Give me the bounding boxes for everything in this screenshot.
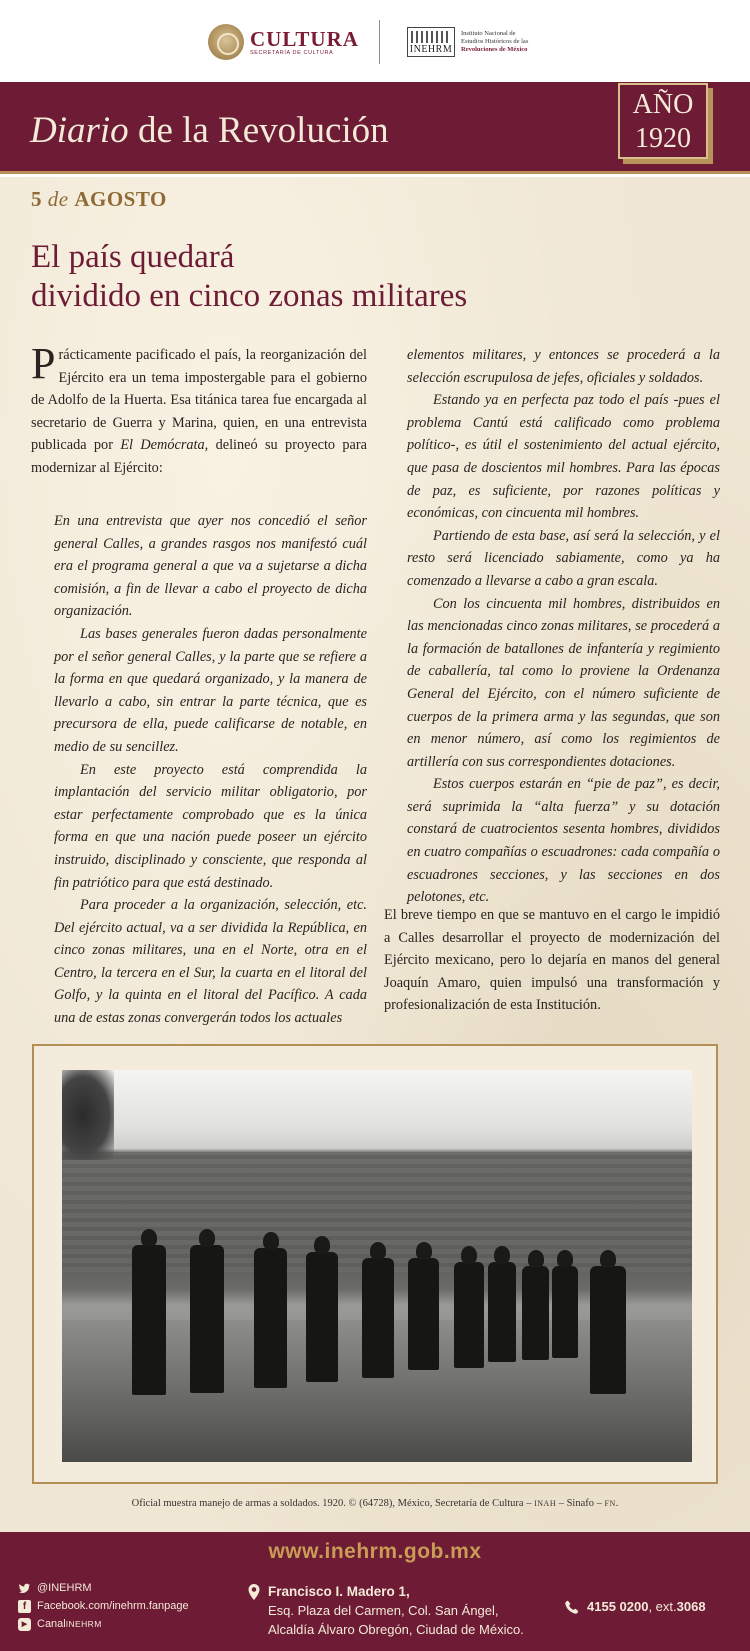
soldier-figure bbox=[552, 1266, 578, 1358]
address-line-3: Alcaldía Álvaro Obregón, Ciudad de México. bbox=[268, 1622, 524, 1637]
inehrm-line-1: Instituto Nacional de bbox=[461, 30, 516, 37]
youtube-icon: ▶ bbox=[18, 1618, 31, 1631]
twitter-handle: @INEHRM bbox=[37, 1582, 92, 1594]
quote-paragraph: En una entrevista que ayer nos concedió el señor general Calles, a grandes rasgos nos manifestó cuál era el programa general a que va a sujetarse a dicha comisión, a fin de llevar a cabo el proyecto de dicha organización. bbox=[54, 513, 367, 620]
article-headline bbox=[31, 238, 671, 316]
officer-figure bbox=[590, 1266, 626, 1394]
soldier-figure bbox=[362, 1258, 394, 1378]
year-badge bbox=[618, 83, 708, 159]
canal-label: Canal bbox=[37, 1618, 66, 1630]
logo-bar bbox=[0, 0, 750, 82]
soldier-figure bbox=[190, 1245, 224, 1393]
phone-ext-label: , ext. bbox=[648, 1599, 677, 1614]
banner-title-rest: de la Revolución bbox=[128, 110, 389, 151]
phone-number: 4155 0200 bbox=[587, 1599, 649, 1614]
soldier-figure bbox=[132, 1245, 166, 1395]
quote-paragraph: Partiendo de esta base, así será la selección, y el resto será licenciado sabiamente, como ya ha comenzado a llevarse a cabo a gran escala. bbox=[407, 527, 720, 589]
inehrm-acronym: INEHRM bbox=[409, 44, 453, 55]
headline-line-1: El país quedará bbox=[31, 239, 235, 275]
caption-mid: – Sinafo – bbox=[556, 1498, 605, 1509]
soldier-figure bbox=[306, 1252, 338, 1382]
soldier-figure bbox=[522, 1266, 549, 1360]
caption-end: . bbox=[615, 1498, 619, 1509]
facebook-url: Facebook.com/inehrm.fanpage bbox=[37, 1600, 189, 1612]
tree bbox=[62, 1070, 114, 1160]
soldier-figure bbox=[454, 1262, 484, 1368]
banner-title-italic: Diario bbox=[30, 110, 129, 151]
footer bbox=[0, 1532, 750, 1651]
photo-frame bbox=[32, 1044, 718, 1484]
intro-text-2: delineó su proyecto para modernizar al Ejército: bbox=[31, 437, 367, 476]
inehrm-logo[interactable] bbox=[407, 27, 528, 57]
quote-paragraph: Con los cincuenta mil hombres, distribuidos en las mencionadas cinco zonas militares, se procederá a la formación de batallones de infantería y regimiento de caballería, tal como lo proviene la Ordenanza General del Ejército, con el número suficiente de cuerpos de la primera arma y las segundas, que son en menor número, así como los regimientos de artillería con sus correspondientes dotaciones. bbox=[407, 595, 720, 770]
closing-paragraph bbox=[384, 904, 720, 1017]
canal-name: INEHRM bbox=[65, 1619, 102, 1629]
eagle-seal-icon bbox=[208, 24, 244, 60]
quote-paragraph: Estando ya en perfecta paz todo el país -pues el problema Cantú está calificado como problema político-, es útil el sostenimiento del actual ejército, que pasa de doscientos mil hombres. Para las épocas de paz, es suficiente, por razones políticas y económicas, con cincuenta mil hombres. bbox=[407, 392, 720, 522]
quote-column-left bbox=[54, 510, 367, 1030]
closing-text: El breve tiempo en que se mantuvo en el cargo le impidió a Calles desarrollar el proyecto de modernización del Ejército mexicano, pero lo dejaría en manos del general Joaquín Amaro, quien impulsó una transformación y profesionalización de esta Institución. bbox=[384, 907, 720, 1014]
quote-paragraph: elementos militares, y entonces se procederá a la selección escrupulosa de jefes, oficiales y soldados. bbox=[407, 347, 720, 386]
address-block bbox=[248, 1582, 524, 1639]
twitter-link[interactable] bbox=[18, 1579, 189, 1597]
phone-ext: 3068 bbox=[676, 1599, 706, 1614]
year-value: 1920 bbox=[635, 123, 691, 154]
soldier-figure bbox=[254, 1248, 287, 1388]
year-label: AÑO bbox=[632, 89, 694, 120]
soldier-figure bbox=[408, 1258, 439, 1370]
cultura-subtitle: SECRETARÍA DE CULTURA bbox=[250, 50, 334, 56]
historical-photo[interactable] bbox=[62, 1070, 692, 1462]
address-street: Francisco I. Madero 1, bbox=[268, 1584, 410, 1599]
inehrm-line-3: Revoluciones de México bbox=[461, 46, 528, 53]
youtube-link[interactable] bbox=[18, 1615, 189, 1633]
headline-line-2: dividido en cinco zonas militares bbox=[31, 278, 468, 314]
intro-text-1: rácticamente pacificado el país, la reorganización del Ejército era un tema impostergable para el gobierno de Adolfo de la Huerta. Esa titánica tarea fue encargada al secretario de Guerra y Marina, quien, en una entrevista publicada por bbox=[31, 347, 367, 454]
drop-cap: P bbox=[31, 339, 56, 388]
article-date bbox=[31, 187, 167, 212]
inehrm-line-2: Estudios Históricos de las bbox=[461, 38, 529, 45]
quote-paragraph: En este proyecto está comprendida la implantación del servicio militar obligatorio, por estar perfectamente comprobado que es la única forma en que una nación puede poseer un ejército instruido, disciplinado y consciente, que responda al fin patriótico para que está destinado. bbox=[54, 761, 367, 891]
date-month: AGOSTO bbox=[74, 187, 167, 211]
photo-caption bbox=[0, 1498, 750, 1509]
date-de: de bbox=[42, 187, 75, 211]
phone-icon bbox=[565, 1600, 579, 1614]
quote-paragraph: Para proceder a la organización, selección, etc. Del ejército actual, va a ser dividida la República, en cinco zonas militares, una en el Norte, otra en el Centro, la tercera en el Sur, la cuarta en el litoral del Golfo, y la quinta en el litoral del Pacífico. A cada una de estas zonas convergerán todos los actuales bbox=[54, 897, 367, 1027]
social-links bbox=[18, 1579, 189, 1633]
cultura-name: CULTURA bbox=[250, 27, 359, 51]
facebook-icon: f bbox=[18, 1600, 31, 1613]
website-link[interactable]: www.inehrm.gob.mx bbox=[268, 1540, 482, 1563]
location-pin-icon bbox=[248, 1584, 260, 1600]
building-icon bbox=[407, 27, 455, 57]
caption-fn: FN bbox=[604, 1499, 616, 1508]
intro-paragraph bbox=[31, 339, 367, 480]
banner-title bbox=[30, 109, 389, 152]
cultura-logo[interactable] bbox=[208, 22, 359, 62]
facebook-link[interactable] bbox=[18, 1597, 189, 1615]
twitter-icon bbox=[18, 1582, 31, 1595]
quote-paragraph: Estos cuerpos estarán en “pie de paz”, es decir, será suprimida la “alta fuerza” y su dotación constará de cuatrocientos sesenta hombres, divididos en cuatro compañías o escuadrones: cada compañía o escuadrones secciones, y las secciones en dos pelotones, etc. bbox=[407, 776, 720, 906]
quote-paragraph: Las bases generales fueron dadas personalmente por el señor general Calles, y la parte que se refiere a la forma en que quedará organizado, y la manera de llevarlo a cabo, sin entrar la parte técnica, que es precursora de ella, puede calificarse de notable, en medio de su sencillez. bbox=[54, 625, 367, 755]
caption-main: Oficial muestra manejo de armas a soldados. 1920. © (64728), México, Secretaría de Cultura – bbox=[131, 1498, 535, 1509]
phone-link[interactable] bbox=[565, 1599, 706, 1614]
quote-column-right bbox=[407, 344, 720, 909]
logo-divider bbox=[379, 20, 380, 64]
soldier-figure bbox=[488, 1262, 516, 1362]
caption-inah: INAH bbox=[534, 1499, 557, 1508]
address-line-2: Esq. Plaza del Carmen, Col. San Ángel, bbox=[268, 1603, 499, 1618]
date-day: 5 bbox=[31, 187, 42, 211]
intro-newspaper: El Demócrata, bbox=[120, 437, 209, 454]
